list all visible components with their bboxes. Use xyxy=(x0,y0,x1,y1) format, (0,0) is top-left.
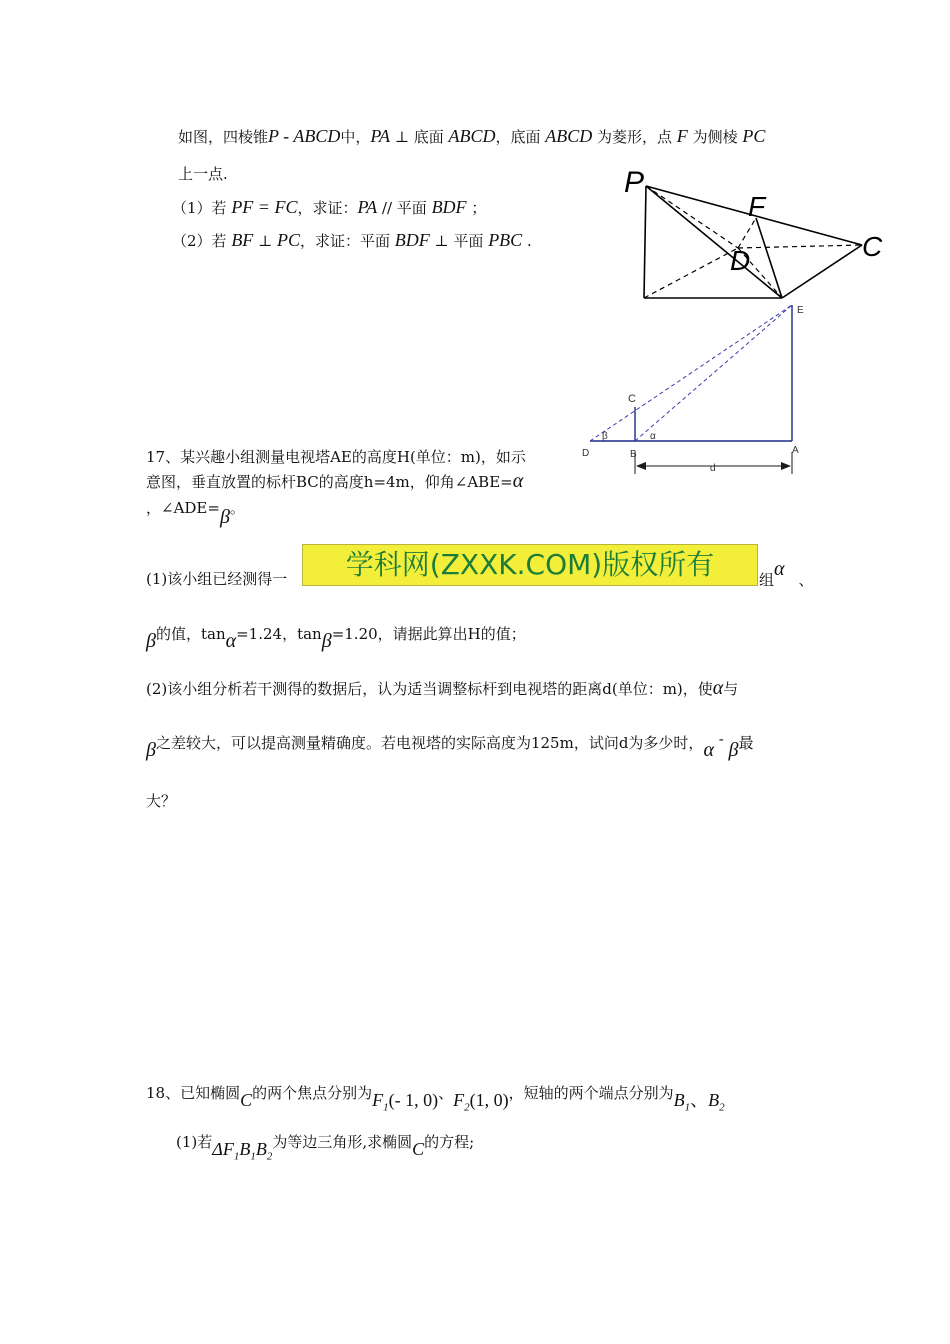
math: C xyxy=(240,1090,253,1110)
text: 组 xyxy=(759,571,775,589)
text: . xyxy=(522,232,532,250)
edge-BC xyxy=(782,245,862,298)
text: 的方程; xyxy=(424,1133,475,1151)
text: =1.24，tan xyxy=(236,625,322,643)
text: 如图，四棱锥 xyxy=(178,128,269,146)
subscript: 1 xyxy=(383,1101,389,1114)
p18-question1 xyxy=(176,1130,475,1163)
math-F2 xyxy=(453,1090,509,1114)
math: ABCD xyxy=(448,126,496,146)
text: // 平面 xyxy=(377,199,432,217)
text: (1)若 xyxy=(176,1133,213,1151)
text: 为等边三角形,求椭圆 xyxy=(272,1133,413,1151)
subscript: 2 xyxy=(464,1101,470,1114)
text: ，求证：平面 xyxy=(299,232,395,250)
edge-PA xyxy=(644,186,646,298)
math: α xyxy=(774,558,785,580)
p17-line3 xyxy=(146,496,245,528)
subscript: 2 xyxy=(719,1101,725,1114)
math: F xyxy=(453,1090,465,1110)
text: 为菱形，点 xyxy=(592,128,677,146)
math: BDF xyxy=(394,230,430,250)
math: B xyxy=(708,1090,720,1110)
math: PF = FC xyxy=(231,197,298,217)
text: =1.20，请据此算出H的值； xyxy=(331,625,526,643)
label-F: F xyxy=(748,191,766,222)
p17-q2-line2 xyxy=(146,730,754,761)
text: ； xyxy=(466,199,487,217)
math: B xyxy=(255,1139,267,1159)
text: ⊥ 底面 xyxy=(390,128,449,146)
pyramid-figure xyxy=(600,160,910,310)
text: 的两个焦点分别为 xyxy=(252,1084,373,1102)
text: 与 xyxy=(723,680,739,698)
p17-q2-line3: 大？ xyxy=(146,792,177,810)
text: 之差较大，可以提高测量精确度。若电视塔的实际高度为125m，试问d为多少时， xyxy=(155,734,704,752)
subscript: 1 xyxy=(233,1150,240,1163)
math: PA xyxy=(370,126,391,146)
p17-q1-line2 xyxy=(146,622,526,652)
p17-line1: 17、某兴趣小组测量电视塔AE的高度H(单位：m)，如示 xyxy=(146,448,526,466)
math: β xyxy=(728,739,739,761)
p16-line2: 上一点. xyxy=(178,165,228,183)
label-C: C xyxy=(628,393,636,405)
label-P: P xyxy=(624,166,645,199)
math: α xyxy=(225,630,237,652)
p17-q1-line1a: (1)该小组已经测得一 xyxy=(146,570,288,588)
label-D: D xyxy=(730,245,751,276)
p18-line1 xyxy=(146,1081,725,1114)
math: PBC xyxy=(488,230,523,250)
math-F1 xyxy=(372,1090,439,1114)
text: 、 xyxy=(690,1090,709,1110)
text: ，∠ADE= xyxy=(146,499,220,517)
label-B: B xyxy=(630,449,637,460)
text: （2）若 xyxy=(172,232,232,250)
label-D: D xyxy=(582,448,590,459)
text: 为侧棱 xyxy=(687,128,743,146)
p16-question2 xyxy=(172,229,532,252)
math: α xyxy=(703,739,714,761)
text: ，底面 xyxy=(495,128,546,146)
text: ⊥ 平面 xyxy=(429,232,489,250)
math: B xyxy=(673,1090,685,1110)
subscript: 1 xyxy=(250,1150,256,1163)
math: BF xyxy=(231,230,254,250)
text: 意图，垂直放置的标杆BC的高度h=4m，仰角∠ABE= xyxy=(146,473,513,491)
dim-arrow-left xyxy=(636,462,646,470)
label-alpha: α xyxy=(650,431,656,442)
math: P - ABCD xyxy=(268,126,341,146)
p17-line2 xyxy=(146,470,523,493)
text: ，求证： xyxy=(297,199,358,217)
label-beta: β xyxy=(602,431,608,442)
p16-question1 xyxy=(172,196,486,219)
sightline-DE xyxy=(590,305,792,441)
text: ，短轴的两个端点分别为 xyxy=(508,1084,674,1102)
text: 中， xyxy=(340,128,371,146)
dim-arrow-right xyxy=(781,462,791,470)
edge-DC xyxy=(738,245,862,248)
math: (- 1, 0) xyxy=(388,1090,439,1110)
math: (1, 0) xyxy=(469,1090,509,1110)
math: F xyxy=(676,126,688,146)
math: β xyxy=(321,630,332,652)
text: 、 xyxy=(438,1084,454,1102)
edge-AD xyxy=(644,248,738,298)
math: α xyxy=(512,470,524,492)
math: B xyxy=(239,1139,251,1159)
subscript: 2 xyxy=(266,1150,273,1163)
p17-q2-line1 xyxy=(146,677,738,700)
watermark: 学科网(ZXXK.COM)版权所有 xyxy=(302,544,758,586)
math: PA xyxy=(357,197,378,217)
math: ABCD xyxy=(545,126,593,146)
text: 、 xyxy=(798,571,814,589)
math: PC xyxy=(276,230,300,250)
math-triangle xyxy=(212,1139,273,1163)
text: (2)该小组分析若干测得的数据后，认为适当调整标杆到电视塔的距离d(单位：m)，使 xyxy=(146,680,713,698)
math: F xyxy=(372,1090,384,1110)
label-C: C xyxy=(862,231,883,262)
math-B1-B2 xyxy=(673,1090,725,1114)
text: 。 xyxy=(229,499,245,517)
p17-q1-line1b xyxy=(759,558,814,591)
text: ⊥ xyxy=(253,232,277,250)
text: 18、已知椭圆 xyxy=(146,1084,241,1102)
math: α xyxy=(712,677,724,699)
p16-line1 xyxy=(178,125,765,148)
math: BDF xyxy=(431,197,467,217)
label-E: E xyxy=(797,305,804,316)
edge-PD xyxy=(646,186,738,248)
label-A: A xyxy=(792,445,799,456)
sightline-BE xyxy=(635,305,792,441)
math: PC xyxy=(742,126,766,146)
text: 最 xyxy=(738,734,754,752)
math: C xyxy=(412,1139,425,1159)
edge-BF xyxy=(756,218,782,298)
subscript: 1 xyxy=(684,1101,691,1114)
edge-DF xyxy=(738,218,756,248)
math: ΔF xyxy=(212,1139,234,1159)
text: - xyxy=(713,730,729,748)
label-d: d xyxy=(710,463,716,474)
math: β xyxy=(219,506,230,528)
math: β xyxy=(146,739,156,761)
text: 的值，tan xyxy=(155,625,226,643)
tower-figure xyxy=(575,300,815,480)
math: β xyxy=(146,630,156,652)
text: （1）若 xyxy=(172,199,232,217)
